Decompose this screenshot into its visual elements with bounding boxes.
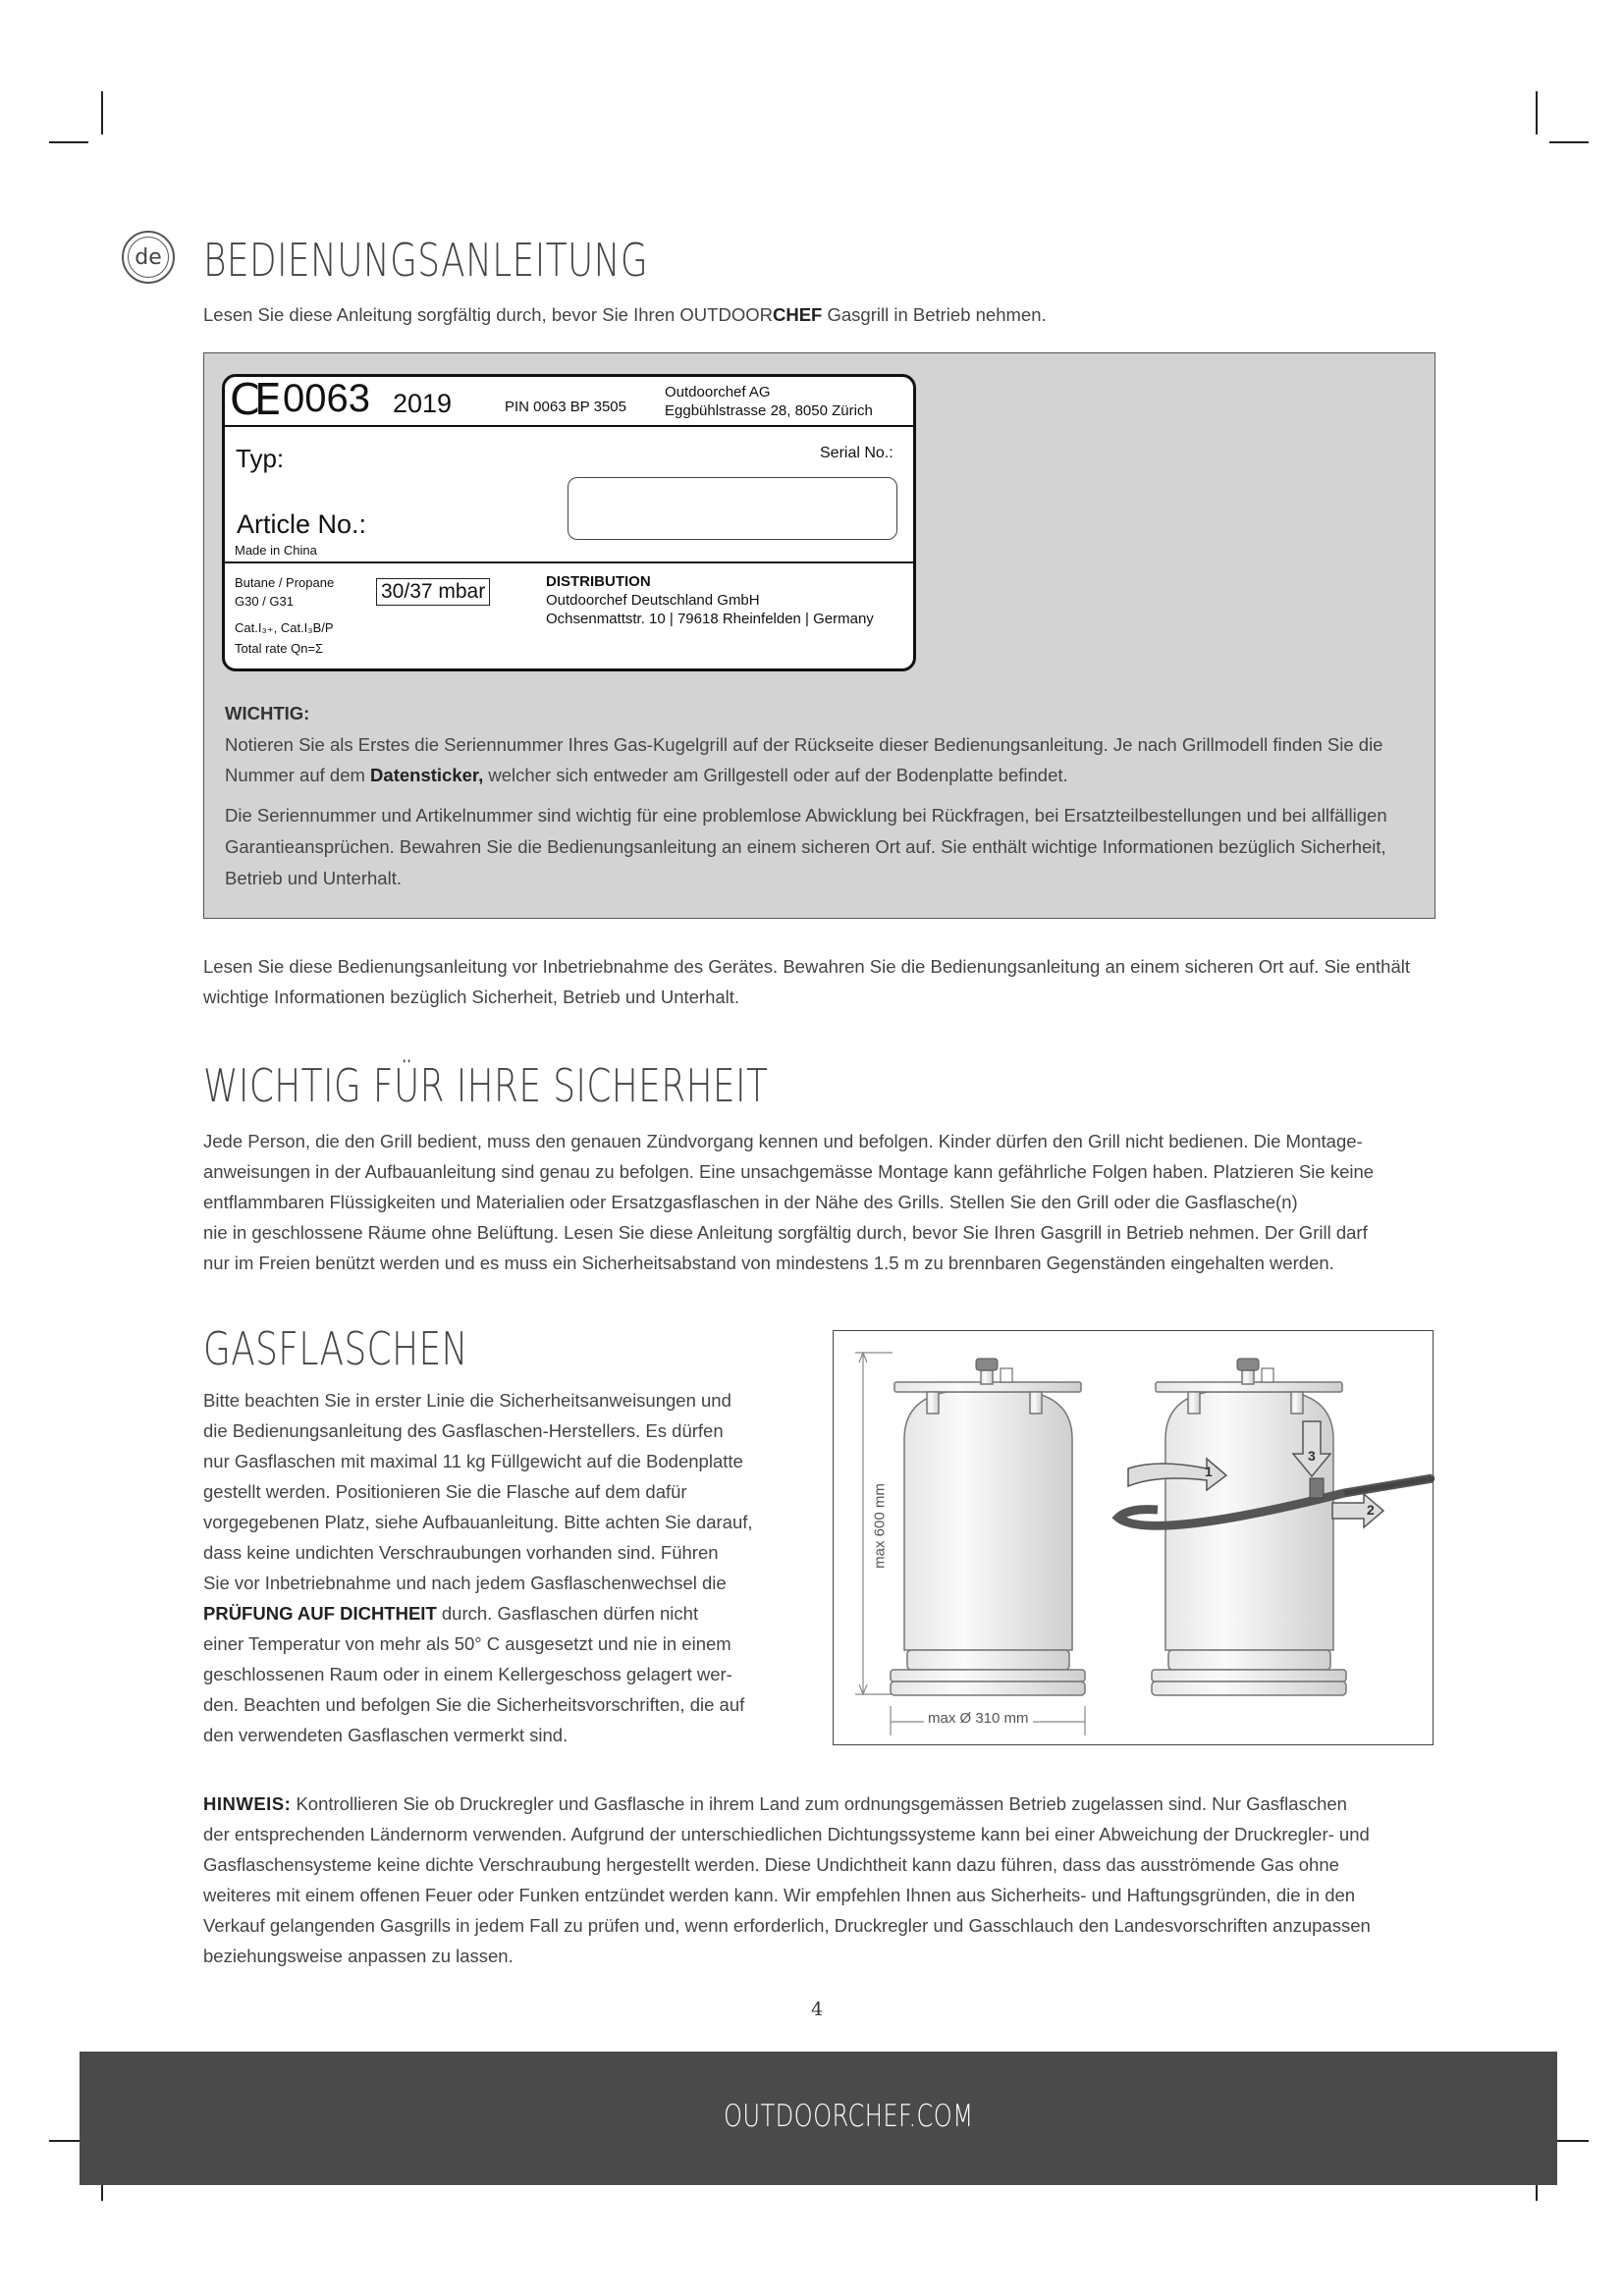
gas-heading: GASFLASCHEN [203, 1322, 468, 1375]
label-company-address: Eggbühlstrasse 28, 8050 Zürich [665, 402, 873, 419]
gas-line: geschlossenen Raum oder in einem Kellergeschoss gelagert wer- [203, 1664, 732, 1684]
gas-line: Bitte beachten Sie in erster Linie die Sicherheitsanweisungen und [203, 1390, 731, 1411]
gas-bold-text: PRÜFUNG AUF DICHTHEIT [203, 1603, 437, 1624]
hinweis-line: beziehungsweise anpassen zu lassen. [203, 1946, 514, 1966]
label-year: 2019 [393, 389, 453, 418]
gas-line: vorgegebenen Platz, siehe Aufbauanleitung. Bitte achten Sie darauf, [203, 1512, 753, 1532]
crop-mark [101, 91, 103, 134]
gas-line-bold [203, 1598, 753, 1629]
label-pressure: 30/37 mbar [376, 578, 490, 606]
footer-url[interactable]: OUTDOORCHEF.COM [724, 2099, 974, 2134]
label-divider-top [225, 425, 913, 427]
hinweis-line: Verkauf gelangenden Gasgrills in jedem Fall zu prüfen und, wenn erforderlich, Druckregler und Gasschlauch den Landesvorschriften anzupassen [203, 1915, 1371, 1936]
gas-line: den verwendeten Gasflaschen vermerkt sind. [203, 1725, 568, 1745]
hinweis-text: Kontrollieren Sie ob Druckregler und Gasflasche in ihrem Land zum ordnungsgemässen Betrieb zugelassen sind. Nur Gasflaschen [291, 1793, 1347, 1814]
gas-line: die Bedienungsanleitung des Gasflaschen-Herstellers. Es dürfen [203, 1420, 724, 1441]
label-article-caption: Article No.: [237, 509, 367, 539]
label-gas-type: Butane / Propane [235, 575, 335, 590]
wichtig-p1-a: Notieren Sie als Erstes die Seriennummer Ihres Gas-Kugelgrill auf der Rückseite dieser Bedienungsanleitung. Je nach Grillmodell finden Sie die Nummer auf dem [225, 734, 1383, 785]
wichtig-paragraph-2: Die Seriennummer und Artikelnummer sind wichtig für eine problemlose Abwicklung bei Rückfragen, bei Ersatzteilbestellungen und bei allfälligen Garantieansprüchen. Bewahren Sie die Bedienungsanleitung an einem sicheren Ort auf. Sie enthält wichtige Informationen bezüglich Sicherheit, Betrieb und Unterhalt. [225, 805, 1387, 888]
figure-step-3: 3 [1308, 1448, 1316, 1464]
label-total-rate: Total rate Qn=Σ [235, 641, 324, 656]
label-made-in: Made in China [235, 543, 317, 558]
label-divider-bottom [225, 561, 913, 563]
label-serial-caption: Serial No.: [820, 445, 893, 461]
wichtig-p1-b: welcher sich entweder am Grillgestell oder auf der Bodenplatte befindet. [483, 765, 1068, 785]
crop-mark [1549, 141, 1589, 143]
wichtig-paragraph-1 [225, 729, 1418, 790]
page-number: 4 [810, 1999, 824, 2020]
wichtig-heading: WICHTIG: [225, 703, 310, 723]
intro-before: Lesen Sie diese Anleitung sorgfältig durch, bevor Sie Ihren OUTDOOR [203, 304, 773, 325]
hinweis-paragraph [203, 1789, 1371, 1971]
gas-paragraph [203, 1385, 753, 1750]
label-distribution-title: DISTRIBUTION [546, 573, 651, 590]
gas-line: Sie vor Inbetriebnahme und nach jedem Gasflaschenwechsel die [203, 1573, 727, 1593]
gas-bold-rest: durch. Gasflaschen dürfen nicht [436, 1603, 699, 1624]
safety-line: anweisungen in der Aufbauanleitung sind genau zu befolgen. Eine unsachgemässe Montage kann gefährliche Folgen haben. Platzieren Sie keine [203, 1161, 1375, 1182]
hinweis-line-1 [203, 1789, 1371, 1819]
label-distributor-address: Ochsenmattstr. 10 | 79618 Rheinfelden | Germany [546, 611, 874, 627]
safety-heading: WICHTIG FÜR IHRE SICHERHEIT [203, 1059, 769, 1112]
label-pin: PIN 0063 BP 3505 [505, 399, 626, 415]
safety-line: entflammbaren Flüssigkeiten und Materialien oder Ersatzgasflaschen in der Nähe des Grills. Stellen Sie den Grill oder die Gasflasche(n) [203, 1192, 1298, 1212]
gas-line: einer Temperatur von mehr als 50° C ausgesetzt und nie in einem [203, 1633, 731, 1654]
language-badge-label: de [128, 237, 169, 278]
gas-line: nur Gasflaschen mit maximal 11 kg Füllgewicht auf die Bodenplatte [203, 1451, 743, 1471]
label-company: Outdoorchef AG [665, 384, 771, 400]
hinweis-line: weiteres mit einem offenen Feuer oder Funken entzündet werden kann. Wir empfehlen Ihnen aus Sicherheits- und Haftungsgründen, die in den [203, 1885, 1356, 1905]
arrow-step-2 [1332, 1494, 1383, 1527]
label-distributor: Outdoorchef Deutschland GmbH [546, 592, 760, 609]
figure-step-1: 1 [1205, 1464, 1213, 1479]
hinweis-line: der entsprechenden Ländernorm verwenden. Aufgrund der unterschiedlichen Dichtungssysteme kann bei einer Abweichung der Druckregler- und [203, 1824, 1370, 1844]
gas-line: dass keine undichten Verschraubungen vorhanden sind. Führen [203, 1542, 719, 1563]
intro-after: Gasgrill in Betrieb nehmen. [822, 304, 1047, 325]
wichtig-p1-bold: Datensticker, [370, 765, 484, 785]
strap-buckle [1310, 1478, 1324, 1498]
figure-step-2: 2 [1367, 1502, 1375, 1518]
intro-text [203, 304, 1047, 326]
gas-line: den. Beachten und befolgen Sie die Sicherheitsvorschriften, die auf [203, 1694, 745, 1715]
label-gas-codes: G30 / G31 [235, 594, 294, 609]
cylinder-right [1152, 1370, 1346, 1695]
label-category: Cat.I₃₊, Cat.I₃B/P [235, 620, 334, 635]
language-badge [122, 231, 175, 284]
gas-cylinder-illustration [834, 1331, 1435, 1746]
safety-line: nie in geschlossene Räume ohne Belüftung. Lesen Sie diese Anleitung sorgfältig durch, bevor Sie Ihren Gasgrill in Betrieb nehmen. Der Grill darf [203, 1222, 1368, 1243]
gas-cylinder-figure [833, 1330, 1434, 1745]
cylinder-left [891, 1370, 1085, 1695]
hinweis-line: Gasflaschensysteme keine dichte Verschraubung hergestellt werden. Diese Undichtheit kann dazu führen, dass das ausströmende Gas ohne [203, 1854, 1339, 1875]
read-note-paragraph: Lesen Sie diese Bedienungsanleitung vor Inbetriebnahme des Gerätes. Bewahren Sie die Bedienungsanleitung an einem sicheren Ort auf. Sie enthält wichtige Informationen bezüglich Sicherheit, Betrieb und Unterhalt. [203, 956, 1411, 1007]
safety-line: Jede Person, die den Grill bedient, muss den genauen Zündvorgang kennen und befolgen. Kinder dürfen den Grill nicht bedienen. Die Montage- [203, 1131, 1363, 1151]
figure-height-label: max 600 mm [871, 1483, 889, 1569]
intro-brand-bold: CHEF [772, 304, 823, 325]
safety-line: nur im Freien benützt werden und es muss ein Sicherheitsabstand von mindestens 1.5 m zu brennbaren Gegenständen eingehalten werden. [203, 1253, 1334, 1273]
gas-line: gestellt werden. Positionieren Sie die Flasche auf dem dafür [203, 1481, 687, 1502]
page-title: BEDIENUNGSANLEITUNG [203, 234, 649, 287]
ce-mark: CE [230, 375, 276, 425]
safety-paragraph [203, 1126, 1374, 1278]
crop-mark [1536, 91, 1538, 134]
figure-diameter-label: max Ø 310 mm [924, 1710, 1033, 1727]
label-typ: Typ: [236, 444, 285, 473]
label-cert-number: 0063 [283, 377, 370, 420]
crop-mark [49, 141, 88, 143]
serial-number-field [568, 477, 897, 540]
hinweis-label: HINWEIS: [203, 1793, 292, 1814]
